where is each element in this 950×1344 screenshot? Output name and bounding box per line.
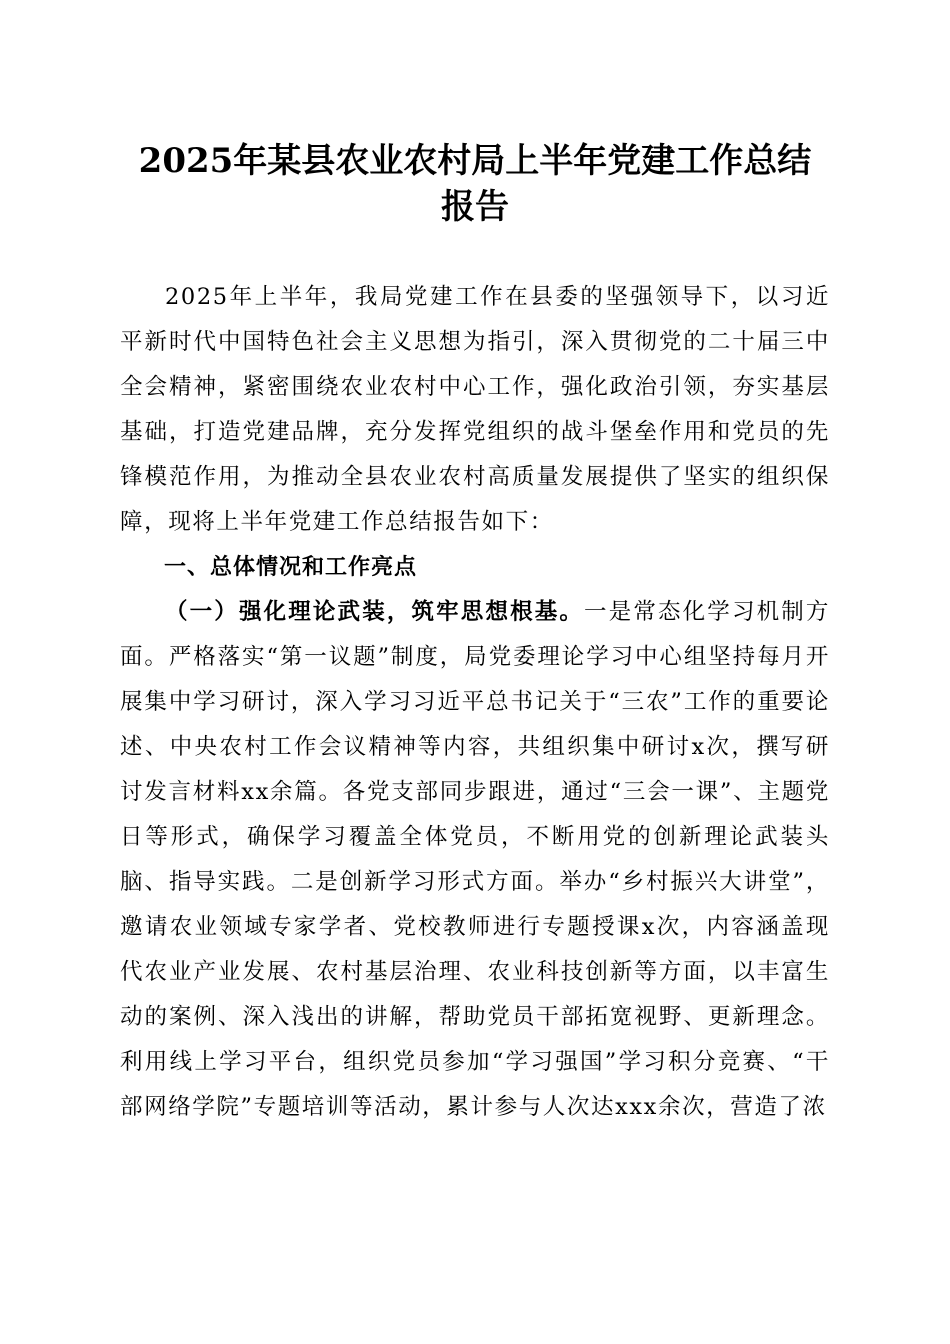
- document-title-line-1: 2025年某县农业农村局上半年党建工作总结: [138, 141, 812, 181]
- section-1-1-body: 一是常态化学习机制方面。严格落实“第一议题”制度，局党委理论学习中心组坚持每月开展集中学习研讨，深入学习习近平总书记关于“三农”工作的重要论述、中央农村工作会议精神等内容，共组织集中研讨x次，撰写研讨发言材料xx余篇。各党支部同步跟进，通过“三会一课”、主题党日等形式，确保学习覆盖全体党员，不断用党的创新理论武装头脑、指导实践。二是创新学习形式方面。举办“乡村振兴大讲堂”，邀请农业领域专家学者、党校教师进行专题授课x次，内容涵盖现代农业产业发展、农村基层治理、农业科技创新等方面，以丰富生动的案例、深入浅出的讲解，帮助党员干部拓宽视野、更新理念。利用线上学习平台，组织党员参加“学习强国”学习积分竞赛、“干部网络学院”专题培训等活动，累计参与人次达xxx余次，营造了浓: [120, 599, 830, 1120]
- document-title-line-2: 报告: [441, 187, 509, 227]
- section-1-1-heading: （一）强化理论武装，筑牢思想根基。: [165, 599, 585, 625]
- section-1-1-paragraph: [120, 590, 830, 1130]
- document-title: [120, 138, 830, 230]
- document-body: [120, 275, 830, 1130]
- section-1-heading: 一、总体情况和工作亮点: [164, 555, 418, 580]
- intro-paragraph: 2025年上半年，我局党建工作在县委的坚强领导下，以习近平新时代中国特色社会主义思想为指引，深入贯彻党的二十届三中全会精神，紧密围绕农业农村中心工作，强化政治引领，夯实基层基础，打造党建品牌，充分发挥党组织的战斗堡垒作用和党员的先锋模范作用，为推动全县农业农村高质量发展提供了坚实的组织保障，现将上半年党建工作总结报告如下：: [120, 284, 830, 535]
